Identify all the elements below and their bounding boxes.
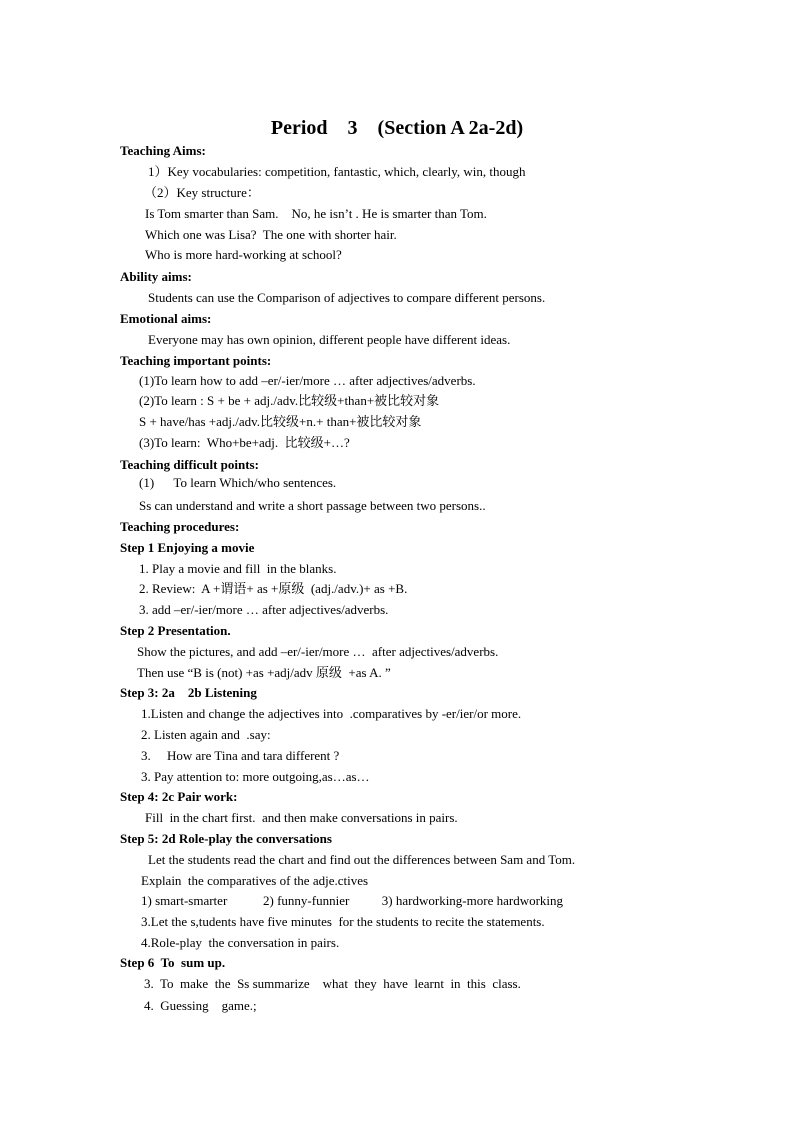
step-5-item-5: 4.Role-play the conversation in pairs.	[141, 935, 340, 950]
step-1-item-1: 1. Play a movie and fill in the blanks.	[139, 561, 337, 576]
step-4-item-1: Fill in the chart first. and then make conversations in pairs.	[145, 810, 458, 825]
step-3-item-3: 3. How are Tina and tara different ?	[141, 748, 340, 763]
heading-step-6: Step 6 To sum up.	[120, 955, 226, 970]
heading-step-4: Step 4: 2c Pair work:	[120, 789, 238, 804]
important-point-2b: S + have/has +adj./adv.比较级+n.+ than+被比较对象	[139, 414, 422, 429]
step-2-item-2: Then use “B is (not) +as +adj/adv 原级 +as A. ”	[137, 665, 391, 680]
page-title: Period 3 (Section A 2a-2d)	[270, 117, 524, 139]
heading-step-5: Step 5: 2d Role-play the conversations	[120, 831, 332, 846]
heading-ability-aims: Ability aims:	[120, 269, 192, 284]
emotional-aims-text: Everyone may has own opinion, different people have different ideas.	[148, 332, 511, 347]
ability-aims-text: Students can use the Comparison of adjectives to compare different persons.	[148, 290, 546, 305]
heading-emotional-aims: Emotional aims:	[120, 311, 212, 326]
key-vocabularies-line: 1）Key vocabularies: competition, fantastic, which, clearly, win, though	[148, 164, 526, 179]
step-5-item-1: Let the students read the chart and find out the differences between Sam and Tom.	[148, 852, 576, 867]
heading-teaching-procedures: Teaching procedures:	[120, 519, 240, 534]
step-6-item-1: 3. To make the Ss summarize what they have learnt in this class.	[144, 976, 521, 991]
key-structure-line: （2）Key structure：	[144, 185, 260, 200]
step-2-item-1: Show the pictures, and add –er/-ier/more … after adjectives/adverbs.	[137, 644, 499, 659]
heading-difficult-points: Teaching difficult points:	[120, 457, 259, 472]
important-point-2: (2)To learn : S + be + adj./adv.比较级+than+被比较对象	[139, 393, 440, 408]
step-3-item-2: 2. Listen again and .say:	[141, 727, 271, 742]
difficult-point-1: (1) To learn Which/who sentences.	[139, 475, 337, 490]
structure-example-2: Which one was Lisa? The one with shorter hair.	[145, 227, 397, 242]
difficult-point-2: Ss can understand and write a short passage between two persons..	[139, 498, 486, 513]
step-6-item-2: 4. Guessing game.;	[144, 998, 257, 1013]
heading-step-2: Step 2 Presentation.	[120, 623, 231, 638]
important-point-3: (3)To learn: Who+be+adj. 比较级+…?	[139, 435, 350, 450]
step-5-item-2: Explain the comparatives of the adje.ctives	[141, 873, 369, 888]
step-1-item-3: 3. add –er/-ier/more … after adjectives/adverbs.	[139, 602, 389, 617]
heading-step-1: Step 1 Enjoying a movie	[120, 540, 255, 555]
heading-teaching-aims: Teaching Aims:	[120, 143, 206, 158]
heading-step-3: Step 3: 2a 2b Listening	[120, 685, 257, 700]
important-point-1: (1)To learn how to add –er/-ier/more … after adjectives/adverbs.	[139, 373, 476, 388]
heading-important-points: Teaching important points:	[120, 353, 272, 368]
step-5-item-4: 3.Let the s,tudents have five minutes for the students to recite the statements.	[141, 914, 545, 929]
step-3-item-1: 1.Listen and change the adjectives into .comparatives by -er/ier/or more.	[141, 706, 522, 721]
step-5-item-3: 1) smart-smarter 2) funny-funnier 3) hardworking-more hardworking	[141, 893, 564, 908]
structure-example-3: Who is more hard-working at school?	[145, 247, 342, 262]
step-3-item-4: 3. Pay attention to: more outgoing,as…as…	[141, 769, 370, 784]
structure-example-1: Is Tom smarter than Sam. No, he isn’t . He is smarter than Tom.	[145, 206, 487, 221]
step-1-item-2: 2. Review: A +谓语+ as +原级 (adj./adv.)+ as +B.	[139, 581, 408, 596]
